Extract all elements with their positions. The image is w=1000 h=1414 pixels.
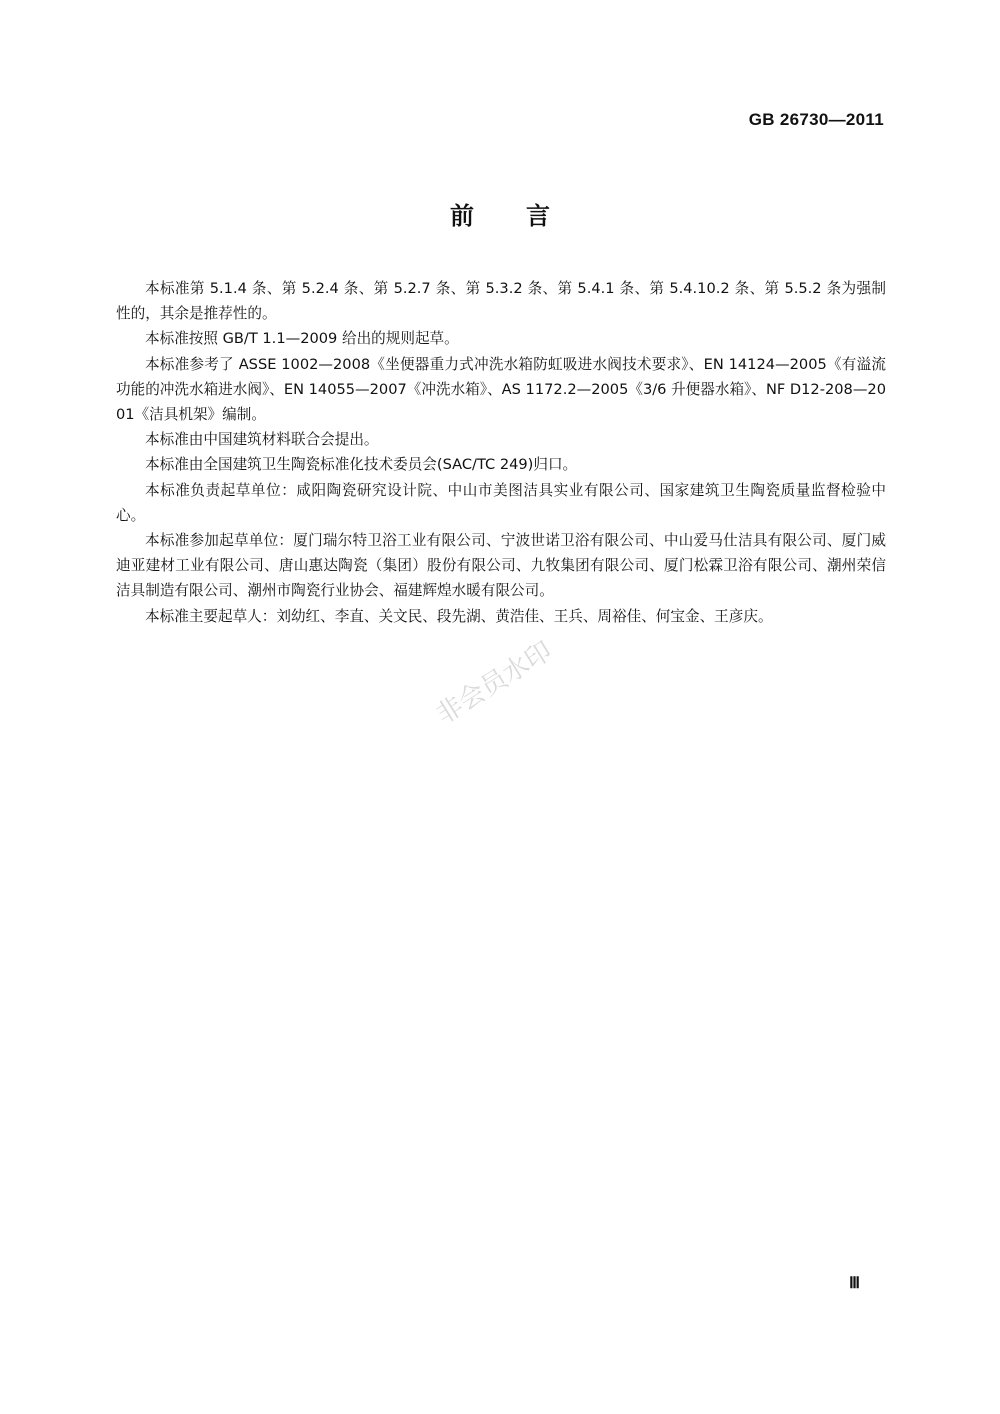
paragraph-proposer: 本标准由中国建筑材料联合会提出。 <box>145 431 379 449</box>
watermark: 非会员水印 <box>431 636 558 731</box>
paragraph-drafting-rules: 本标准按照 GB/T 1.1—2009 给出的规则起草。 <box>145 330 459 348</box>
paragraph-main-drafters: 本标准主要起草人：刘幼红、李直、关文民、段先湖、黄浩佳、王兵、周裕佳、何宝金、王彦庆。 <box>145 607 773 625</box>
paragraph-participating-drafters: 本标准参加起草单位：厦门瑞尔特卫浴工业有限公司、宁波世诺卫浴有限公司、中山爱马仕洁具有限公司、厦门威迪亚建材工业有限公司、唐山惠达陶瓷（集团）股份有限公司、九牧集团有限公司、厦门松霖卫浴有限公司、潮州荣信洁具制造有限公司、潮州市陶瓷行业协会、福建辉煌水暖有限公司。 <box>116 532 886 600</box>
standard-number: GB 26730—2011 <box>748 110 884 129</box>
page-title <box>0 196 1000 231</box>
title-char-1: 前 <box>450 202 474 230</box>
paragraph-references: 本标准参考了 ASSE 1002—2008《坐便器重力式冲洗水箱防虹吸进水阀技术要求》、EN 14124—2005《有溢流功能的冲洗水箱进水阀》、EN 14055—2007《冲洗水箱》、AS 1172.2—2005《3/6 升便器水箱》、NF D12-208—2001《洁具机架》编制。 <box>116 355 886 424</box>
paragraph-lead-drafters: 本标准负责起草单位：咸阳陶瓷研究设计院、中山市美图洁具实业有限公司、国家建筑卫生陶瓷质量监督检验中心。 <box>116 481 886 524</box>
paragraph-committee: 本标准由全国建筑卫生陶瓷标准化技术委员会(SAC/TC 249)归口。 <box>145 456 578 474</box>
paragraph-mandatory-clauses: 本标准第 5.1.4 条、第 5.2.4 条、第 5.2.7 条、第 5.3.2 条、第 5.4.1 条、第 5.4.10.2 条、第 5.5.2 条为强制性的，其余是推荐性的。 <box>116 280 886 323</box>
title-char-2: 言 <box>526 202 550 230</box>
page-number: Ⅲ <box>849 1275 861 1292</box>
foreword-body <box>116 276 886 629</box>
